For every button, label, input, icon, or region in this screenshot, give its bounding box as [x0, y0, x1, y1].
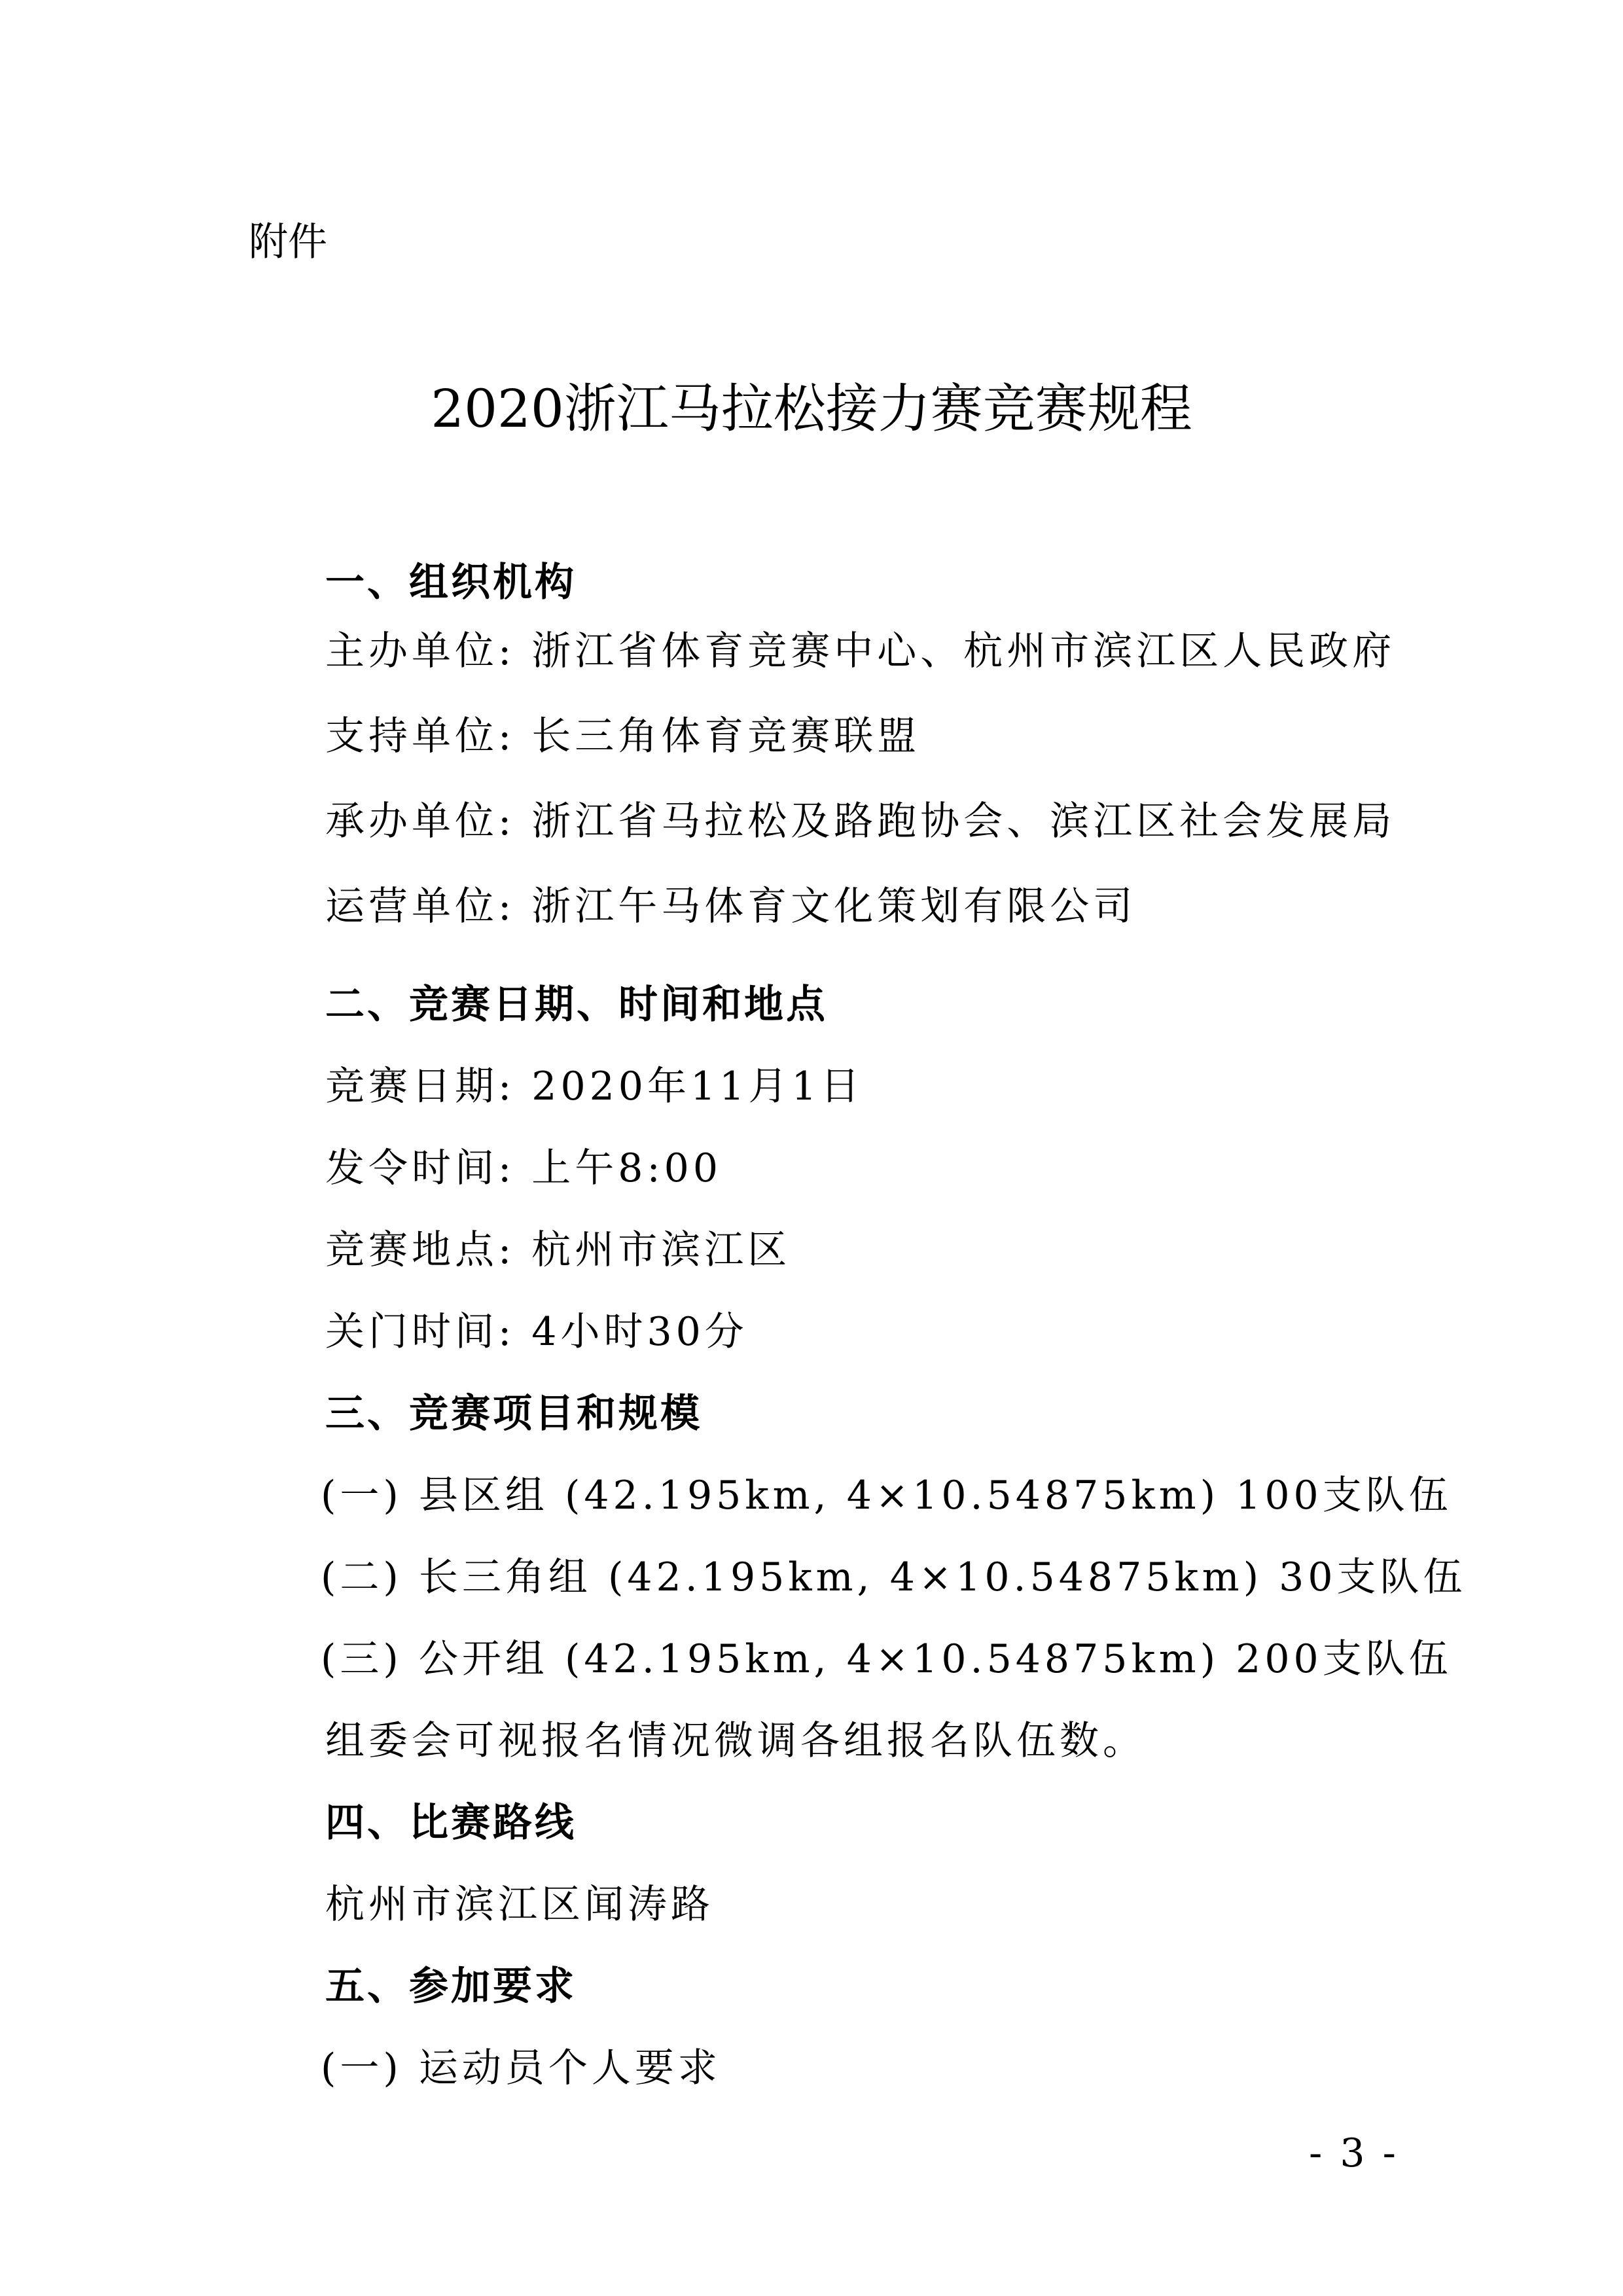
section-heading-events-scale: 三、竞赛项目和规模: [325, 1391, 702, 1437]
section-heading-route: 四、比赛路线: [325, 1800, 577, 1846]
page-number: - 3 -: [1309, 2130, 1399, 2176]
section-heading-organization: 一、组织机构: [325, 560, 577, 605]
operator-unit-line: 运营单位: 浙江午马体育文化策划有限公司: [325, 884, 1137, 929]
race-date-line: 竞赛日期: 2020年11月1日: [325, 1064, 864, 1109]
support-unit-line: 支持单位: 长三角体育竞赛联盟: [325, 713, 921, 759]
attachment-label: 附件: [249, 219, 327, 265]
race-venue-line: 竞赛地点: 杭州市滨江区: [325, 1227, 791, 1273]
athlete-requirements-line: (一) 运动员个人要求: [321, 2045, 721, 2091]
document-title: 2020浙江马拉松接力赛竞赛规程: [431, 378, 1192, 439]
section-heading-date-time-venue: 二、竞赛日期、时间和地点: [325, 982, 828, 1028]
team-adjustment-note: 组委会可视报名情况微调各组报名队伍数。: [325, 1718, 1146, 1764]
route-line: 杭州市滨江区闻涛路: [325, 1882, 714, 1928]
cutoff-time-line: 关门时间: 4小时30分: [325, 1309, 748, 1355]
section-heading-requirements: 五、参加要求: [325, 1964, 577, 2009]
host-unit-line: 主办单位: 浙江省体育竞赛中心、杭州市滨江区人民政府: [325, 628, 1396, 674]
start-time-line: 发令时间: 上午8:00: [325, 1145, 722, 1191]
county-group-line: (一) 县区组 (42.195km, 4×10.54875km) 100支队伍: [321, 1473, 1452, 1518]
open-group-line: (三) 公开组 (42.195km, 4×10.54875km) 200支队伍: [321, 1636, 1452, 1682]
organizer-unit-line: 承办单位: 浙江省马拉松及路跑协会、滨江区社会发展局: [325, 798, 1396, 844]
yangtze-delta-group-line: (二) 长三角组 (42.195km, 4×10.54875km) 30支队伍: [321, 1554, 1467, 1600]
